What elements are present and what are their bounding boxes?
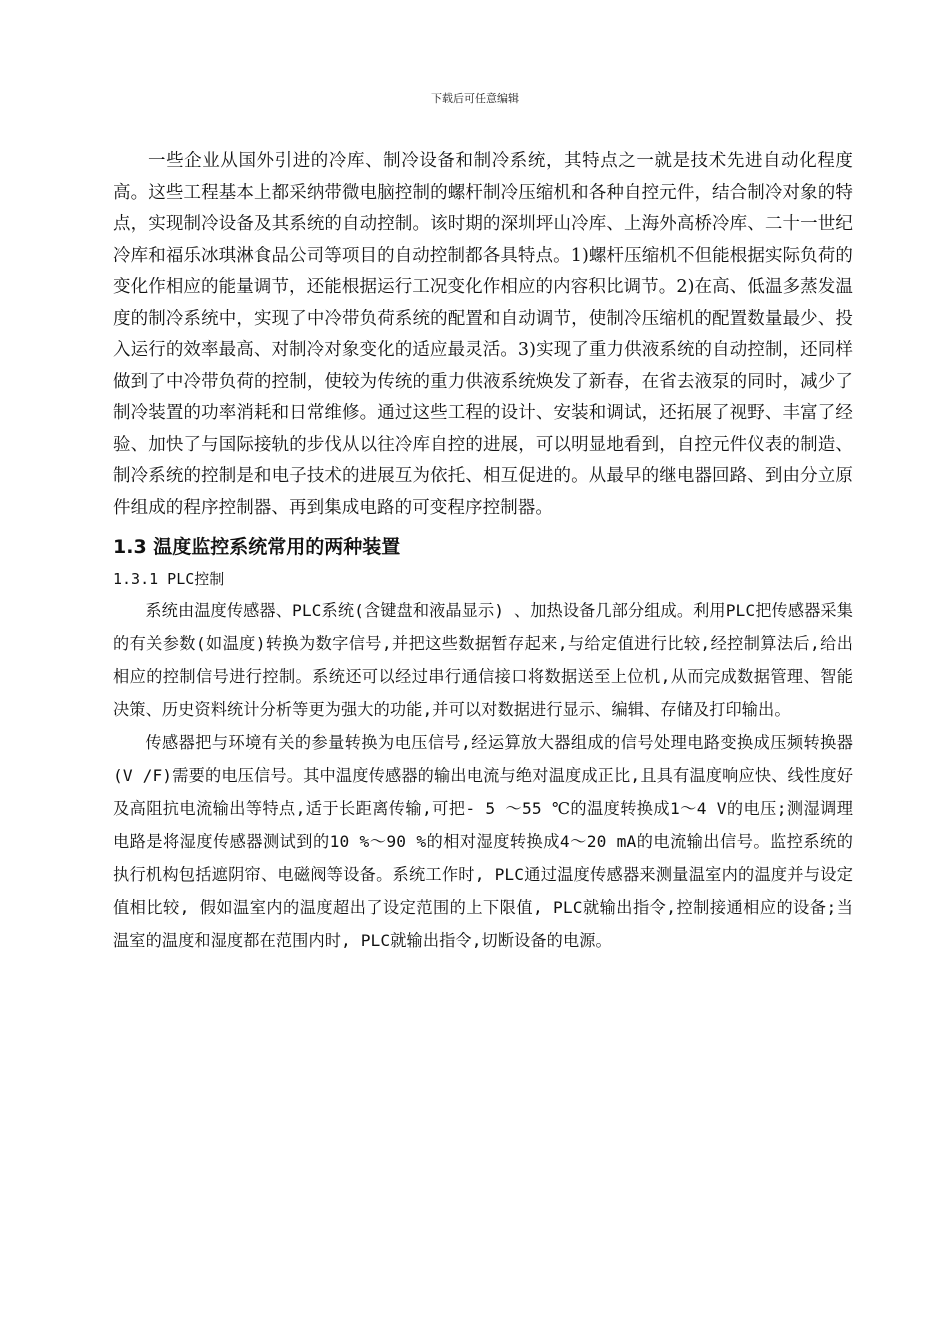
document-body: [113, 146, 853, 957]
paragraph-sensor: 传感器把与环境有关的参量转换为电压信号,经运算放大器组成的信号处理电路变换成压频转换器(V /F)需要的电压信号。其中温度传感器的输出电流与绝对温度成正比,且具有温度响应快、线性度好及高阻抗电流输出等特点,适于长距离传输,可把- 5 ～55 ℃的温度转换成1～4 V的电压;测湿调理电路是将湿度传感器测试到的10 %～90 %的相对湿度转换成4～20 mA的电流输出信号。监控系统的执行机构包括遮阴帘、电磁阀等设备。系统工作时, PLC通过温度传感器来测量温室内的温度并与设定值相比较, 假如温室内的温度超出了设定范围的上下限值, PLC就输出指令,控制接通相应的设备;当温室的温度和湿度都在范围内时, PLC就输出指令,切断设备的电源。: [113, 733, 853, 950]
paragraph-intro: 一些企业从国外引进的冷库、制冷设备和制冷系统，其特点之一就是技术先进自动化程度高。这些工程基本上都采纳带微电脑控制的螺杆制冷压缩机和各种自控元件，结合制冷对象的特点，实现制冷设备及其系统的自动控制。该时期的深圳坪山冷库、上海外高桥冷库、二十一世纪冷库和福乐冰琪淋食品公司等项目的自动控制都各具特点。1)螺杆压缩机不但能根据实际负荷的变化作相应的能量调节，还能根据运行工况变化作相应的内容积比调节。2)在高、低温多蒸发温度的制冷系统中，实现了中冷带负荷系统的配置和自动调节，使制冷压缩机的配置数量最少、投入运行的效率最高、对制冷对象变化的适应最灵活。3)实现了重力供液系统的自动控制，还同样做到了中冷带负荷的控制，使较为传统的重力供液系统焕发了新春，在省去液泵的同时，减少了制冷装置的功率消耗和日常维修。通过这些工程的设计、安装和调试，还拓展了视野、丰富了经验、加快了与国际接轨的步伐从以往冷库自控的进展，可以明显地看到，自控元件仪表的制造、制冷系统的控制是和电子技术的进展互为依托、相互促进的。从最早的继电器回路、到由分立原件组成的程序控制器、再到集成电路的可变程序控制器。: [113, 151, 853, 518]
subsection-heading: 1.3.1 PLC控制: [113, 570, 225, 588]
page-header: 下载后可任意编辑: [431, 92, 519, 105]
section-heading: 1.3 温度监控系统常用的两种装置: [113, 536, 401, 558]
paragraph-plc-system: 系统由温度传感器、PLC系统(含键盘和液晶显示) 、加热设备几部分组成。利用PLC把传感器采集的有关参数(如温度)转换为数字信号,并把这些数据暂存起来,与给定值进行比较,经控制算法后,给出相应的控制信号进行控制。系统还可以经过串行通信接口将数据送至上位机,从而完成数据管理、智能决策、历史资料统计分析等更为强大的功能,并可以对数据进行显示、编辑、存储及打印输出。: [113, 601, 853, 719]
